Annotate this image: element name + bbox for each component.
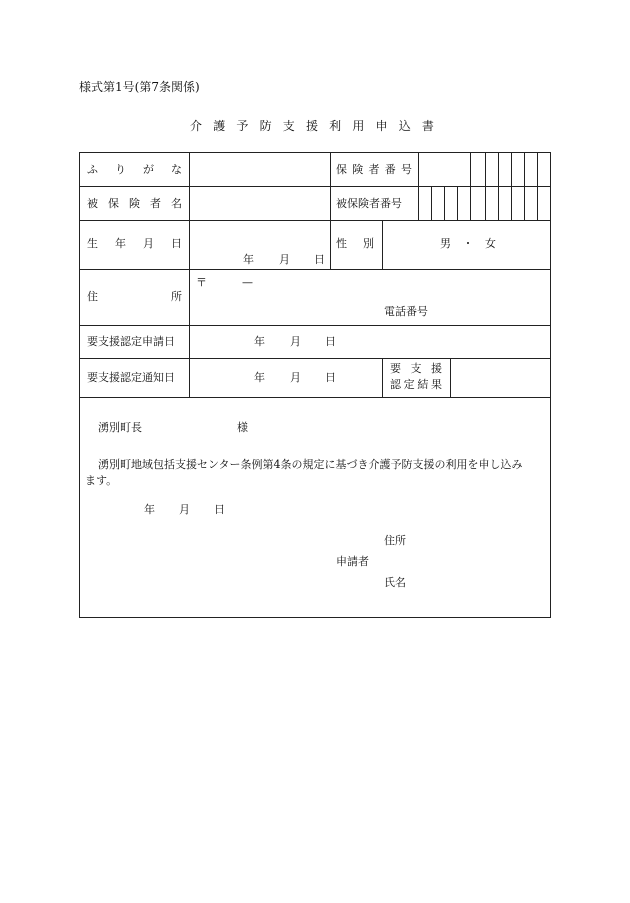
row-divider (80, 269, 550, 270)
title-char: 書 (421, 119, 434, 133)
digit-box-divider (537, 153, 538, 186)
label-char: 結 (417, 378, 429, 391)
label-char: な (171, 163, 182, 176)
submission-day: 日 (214, 503, 225, 516)
postal-mark: 〒 (196, 276, 207, 289)
phone-label: 電話番号 (384, 305, 428, 318)
digit-box-divider (485, 186, 486, 220)
label-char: 保 (108, 197, 119, 210)
applicant-label: 申請者 (336, 555, 369, 568)
notification-date-label: 要支援認定通知日 (87, 371, 175, 384)
digit-box-divider (511, 186, 512, 220)
digit-box-divider (524, 186, 525, 220)
digit-box-divider (431, 186, 432, 220)
column-divider (382, 220, 383, 269)
row-divider (80, 220, 550, 221)
row-divider (80, 186, 550, 187)
addressee: 湧別町長 (98, 421, 142, 434)
notification-date-day: 日 (325, 371, 336, 384)
label-char: 者 (150, 197, 161, 210)
notification-date-month: 月 (290, 371, 301, 384)
birthdate-month: 月 (279, 253, 290, 266)
title-char: 護 (213, 119, 226, 133)
label-char: 年 (115, 237, 126, 250)
label-char: 別 (363, 237, 374, 250)
label-char: 所 (171, 290, 182, 303)
label-char: 認 (390, 378, 401, 391)
label-char: 号 (401, 163, 412, 176)
column-divider (450, 358, 451, 397)
application-date-day: 日 (325, 335, 336, 348)
form-number: 様式第1号(第7条関係) (79, 80, 200, 94)
label-char: 名 (171, 197, 182, 210)
application-date-year: 年 (254, 335, 265, 348)
label-char: 保 (336, 163, 347, 176)
insured-number-label: 被保険者番号 (336, 197, 402, 210)
insurer-number-label (336, 163, 412, 177)
form-title (190, 119, 434, 133)
submission-year: 年 (144, 503, 155, 516)
row-divider (80, 325, 550, 326)
applicant-name-label: 氏名 (384, 576, 406, 589)
label-char: 定 (403, 378, 415, 391)
furigana-label (87, 163, 182, 177)
label-char: 要 (390, 362, 401, 375)
digit-box-divider (470, 186, 471, 220)
digit-box-divider (444, 186, 445, 220)
title-char: 防 (259, 119, 272, 133)
title-char: 援 (305, 119, 318, 133)
label-char: り (115, 163, 126, 176)
label-char: 日 (171, 237, 182, 250)
digit-box-divider (498, 153, 499, 186)
digit-box-divider (537, 186, 538, 220)
label-char: 生 (87, 237, 98, 250)
gender-options (440, 237, 496, 251)
statement-line2: ます。 (85, 474, 118, 487)
label-char: 援 (431, 362, 442, 375)
title-char: 予 (236, 119, 249, 133)
birthdate-label (87, 237, 182, 251)
column-divider (189, 153, 190, 397)
notification-date-year: 年 (254, 371, 265, 384)
row-divider (80, 358, 550, 359)
result-label-line1 (390, 362, 442, 376)
gender-label (336, 237, 374, 251)
column-divider (330, 153, 331, 269)
column-divider (418, 153, 419, 220)
digit-box-divider (511, 153, 512, 186)
label-char: 者 (368, 163, 380, 176)
title-char: 用 (352, 119, 365, 133)
birthdate-day: 日 (314, 253, 325, 266)
birthdate-year: 年 (243, 253, 254, 266)
label-char: 支 (410, 362, 422, 375)
label-char: 性 (336, 237, 347, 250)
postal-dash: — (242, 276, 253, 289)
digit-box-divider (457, 186, 458, 220)
result-label-line2 (390, 378, 442, 392)
column-divider (382, 358, 383, 397)
digit-box-divider (524, 153, 525, 186)
digit-box-divider (498, 186, 499, 220)
label-char: 月 (143, 237, 154, 250)
insured-name-label (87, 197, 182, 211)
address-label (87, 290, 182, 304)
digit-box-divider (485, 153, 486, 186)
label-char: 被 (87, 197, 98, 210)
application-date-month: 月 (290, 335, 301, 348)
label-char: 番 (384, 163, 396, 176)
digit-box-divider (470, 153, 471, 186)
gender-separator: ・ (462, 237, 474, 250)
title-char: 支 (282, 119, 295, 133)
application-form (79, 152, 551, 618)
label-char: ふ (87, 163, 98, 176)
submission-month: 月 (179, 503, 190, 516)
applicant-address-label: 住所 (384, 534, 406, 547)
title-char: 申 (375, 119, 388, 133)
label-char: が (143, 163, 154, 176)
application-date-label: 要支援認定申請日 (87, 335, 175, 348)
label-char: 険 (129, 197, 140, 210)
title-char: 利 (329, 119, 342, 133)
title-char: 込 (398, 119, 411, 133)
gender-male: 男 (440, 237, 451, 250)
honorific: 様 (237, 421, 248, 434)
statement-line1: 湧別町地域包括支援センター条例第4条の規定に基づき介護予防支援の利用を申し込み (98, 458, 523, 471)
label-char: 住 (87, 290, 98, 303)
row-divider (80, 397, 550, 398)
label-char: 険 (352, 163, 364, 176)
label-char: 果 (430, 378, 442, 391)
title-char: 介 (190, 119, 203, 133)
gender-female: 女 (485, 237, 496, 250)
